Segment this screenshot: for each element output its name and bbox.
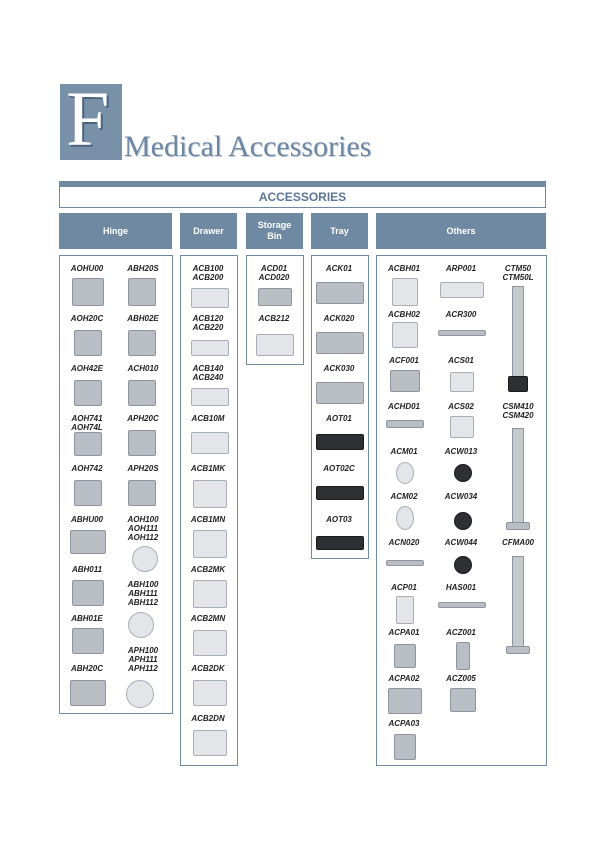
others-header: Others xyxy=(376,213,546,249)
drawer-image xyxy=(191,340,229,356)
product-label: AOH100 AOH111 AOH112 xyxy=(127,515,159,542)
hinge-image xyxy=(128,380,156,406)
product-label: ACBH01 xyxy=(387,264,420,273)
accessory-image xyxy=(392,322,418,348)
hinge-image xyxy=(74,480,102,506)
product-label: ACW013 xyxy=(444,447,478,456)
product-label: ACS02 xyxy=(448,402,474,411)
accessory-image xyxy=(450,372,474,392)
accessory-image xyxy=(392,278,418,306)
tray-image xyxy=(316,486,364,500)
product-label: ACB1MN xyxy=(190,515,226,524)
accessory-image xyxy=(440,282,484,298)
accessory-image xyxy=(386,560,424,566)
hinge-header: Hinge xyxy=(59,213,172,249)
product-label: ACH010 xyxy=(127,364,159,373)
product-label: AOT02C xyxy=(323,464,355,473)
product-label: AOH20C xyxy=(70,314,104,323)
product-label: ABHU00 xyxy=(70,515,103,524)
accessory-image xyxy=(396,596,414,624)
product-label: ABH02E xyxy=(127,314,159,323)
product-label: HAS001 xyxy=(445,583,477,592)
accessory-image xyxy=(386,420,424,428)
product-label: ACB1MK xyxy=(190,464,226,473)
accessory-image xyxy=(456,642,470,670)
hinge-image xyxy=(74,330,102,356)
pole-base-image xyxy=(506,646,530,654)
accessory-image xyxy=(396,506,414,530)
drawer-image xyxy=(193,680,227,706)
hinge-image xyxy=(128,330,156,356)
product-label: ACB2MN xyxy=(190,614,226,623)
product-label: APH20S xyxy=(127,464,159,473)
hinge-image xyxy=(128,278,156,306)
product-label: ACP01 xyxy=(391,583,417,592)
hinge-image xyxy=(72,628,104,654)
hinge-image xyxy=(128,480,156,506)
drawer-image xyxy=(193,580,227,608)
product-label: CSM410 CSM420 xyxy=(502,402,534,420)
hinge-image xyxy=(70,530,106,554)
product-label: AOT01 xyxy=(326,414,352,423)
drawer-image xyxy=(193,480,227,508)
product-label: ACBH02 xyxy=(387,310,420,319)
page-title: Medical Accessories xyxy=(124,130,372,163)
product-label: ACM02 xyxy=(390,492,418,501)
product-label: APH20C xyxy=(127,414,159,423)
product-label: CTM50 CTM50L xyxy=(502,264,534,282)
caster-image xyxy=(454,512,472,530)
drawer-image xyxy=(191,288,229,308)
accessory-image xyxy=(394,734,416,760)
hinge-image xyxy=(132,546,158,572)
product-label: ACPA01 xyxy=(388,628,420,637)
product-label: ABH01E xyxy=(71,614,103,623)
product-label: ABH011 xyxy=(71,565,103,574)
pole-image xyxy=(512,286,524,380)
drawer-image xyxy=(191,432,229,454)
hinge-image xyxy=(128,430,156,456)
hinge-image xyxy=(74,380,102,406)
accessory-image xyxy=(438,330,486,336)
storage-bin-header: Storage Bin xyxy=(246,213,303,249)
section-letter: F xyxy=(66,75,110,162)
product-label: ACB140 ACB240 xyxy=(192,364,224,382)
product-label: ACB2DK xyxy=(191,664,225,673)
hinge-image xyxy=(72,278,104,306)
drawer-image xyxy=(193,530,227,558)
tray-header: Tray xyxy=(311,213,368,249)
caster-image xyxy=(454,464,472,482)
tray-image xyxy=(316,382,364,404)
product-label: AOH741 AOH74L xyxy=(71,414,103,432)
product-label: ACW034 xyxy=(444,492,478,501)
product-label: ACM01 xyxy=(390,447,418,456)
hinge-image xyxy=(70,680,106,706)
product-label: ACK01 xyxy=(325,264,353,273)
product-label: ACB2DN xyxy=(191,714,225,723)
product-label: CFMA00 xyxy=(501,538,534,547)
product-label: AOT03 xyxy=(326,515,352,524)
accessory-image xyxy=(396,462,414,484)
tray-image xyxy=(316,434,364,450)
hinge-image xyxy=(72,580,104,606)
product-label: ACPA03 xyxy=(388,719,420,728)
product-label: ACB2MK xyxy=(190,565,226,574)
pole-image xyxy=(512,428,524,526)
accessory-image xyxy=(394,644,416,668)
product-label: ACK020 xyxy=(323,314,355,323)
product-label: ACZ001 xyxy=(446,628,476,637)
hinge-image xyxy=(74,432,102,456)
drawer-image xyxy=(193,730,227,756)
product-label: ACB120 ACB220 xyxy=(192,314,224,332)
hinge-image xyxy=(128,612,154,638)
drawer-header: Drawer xyxy=(180,213,237,249)
tray-image xyxy=(316,536,364,550)
product-label: ACD01 ACD020 xyxy=(258,264,290,282)
product-label: ABH20C xyxy=(70,664,103,673)
product-label: ACR300 xyxy=(445,310,477,319)
product-label: ACN020 xyxy=(388,538,420,547)
tray-image xyxy=(316,282,364,304)
tray-image xyxy=(316,332,364,354)
product-label: ABH20S xyxy=(127,264,159,273)
product-label: ACF001 xyxy=(389,356,419,365)
accessory-image xyxy=(450,688,476,712)
accessories-banner: ACCESSORIES xyxy=(59,186,546,208)
hinge-image xyxy=(126,680,154,708)
product-label: ACHD01 xyxy=(387,402,420,411)
drawer-image xyxy=(193,630,227,656)
product-label: ACB10M xyxy=(191,414,225,423)
product-label: APH100 APH111 APH112 xyxy=(127,646,159,673)
accessory-image xyxy=(390,370,420,392)
caster-image xyxy=(454,556,472,574)
accessory-image xyxy=(438,602,486,608)
product-label: ACB100 ACB200 xyxy=(192,264,224,282)
product-label: AOH742 xyxy=(71,464,103,473)
accessory-image xyxy=(388,688,422,714)
pole-image xyxy=(512,556,524,650)
product-label: ACPA02 xyxy=(388,674,420,683)
drawer-image xyxy=(191,388,229,406)
product-label: ABH100 ABH111 ABH112 xyxy=(127,580,159,607)
product-label: ACB212 xyxy=(258,314,290,323)
product-label: AOHU00 xyxy=(70,264,104,273)
storage-bin-image xyxy=(258,288,292,306)
product-label: ARP001 xyxy=(445,264,477,273)
product-label: ACW044 xyxy=(444,538,478,547)
accessory-image xyxy=(450,416,474,438)
pole-base-image xyxy=(506,522,530,530)
pole-base-image xyxy=(508,376,528,392)
storage-bin-image xyxy=(256,334,294,356)
product-label: ACZ005 xyxy=(446,674,476,683)
product-label: AOH42E xyxy=(70,364,103,373)
product-label: ACS01 xyxy=(448,356,474,365)
product-label: ACK030 xyxy=(323,364,355,373)
